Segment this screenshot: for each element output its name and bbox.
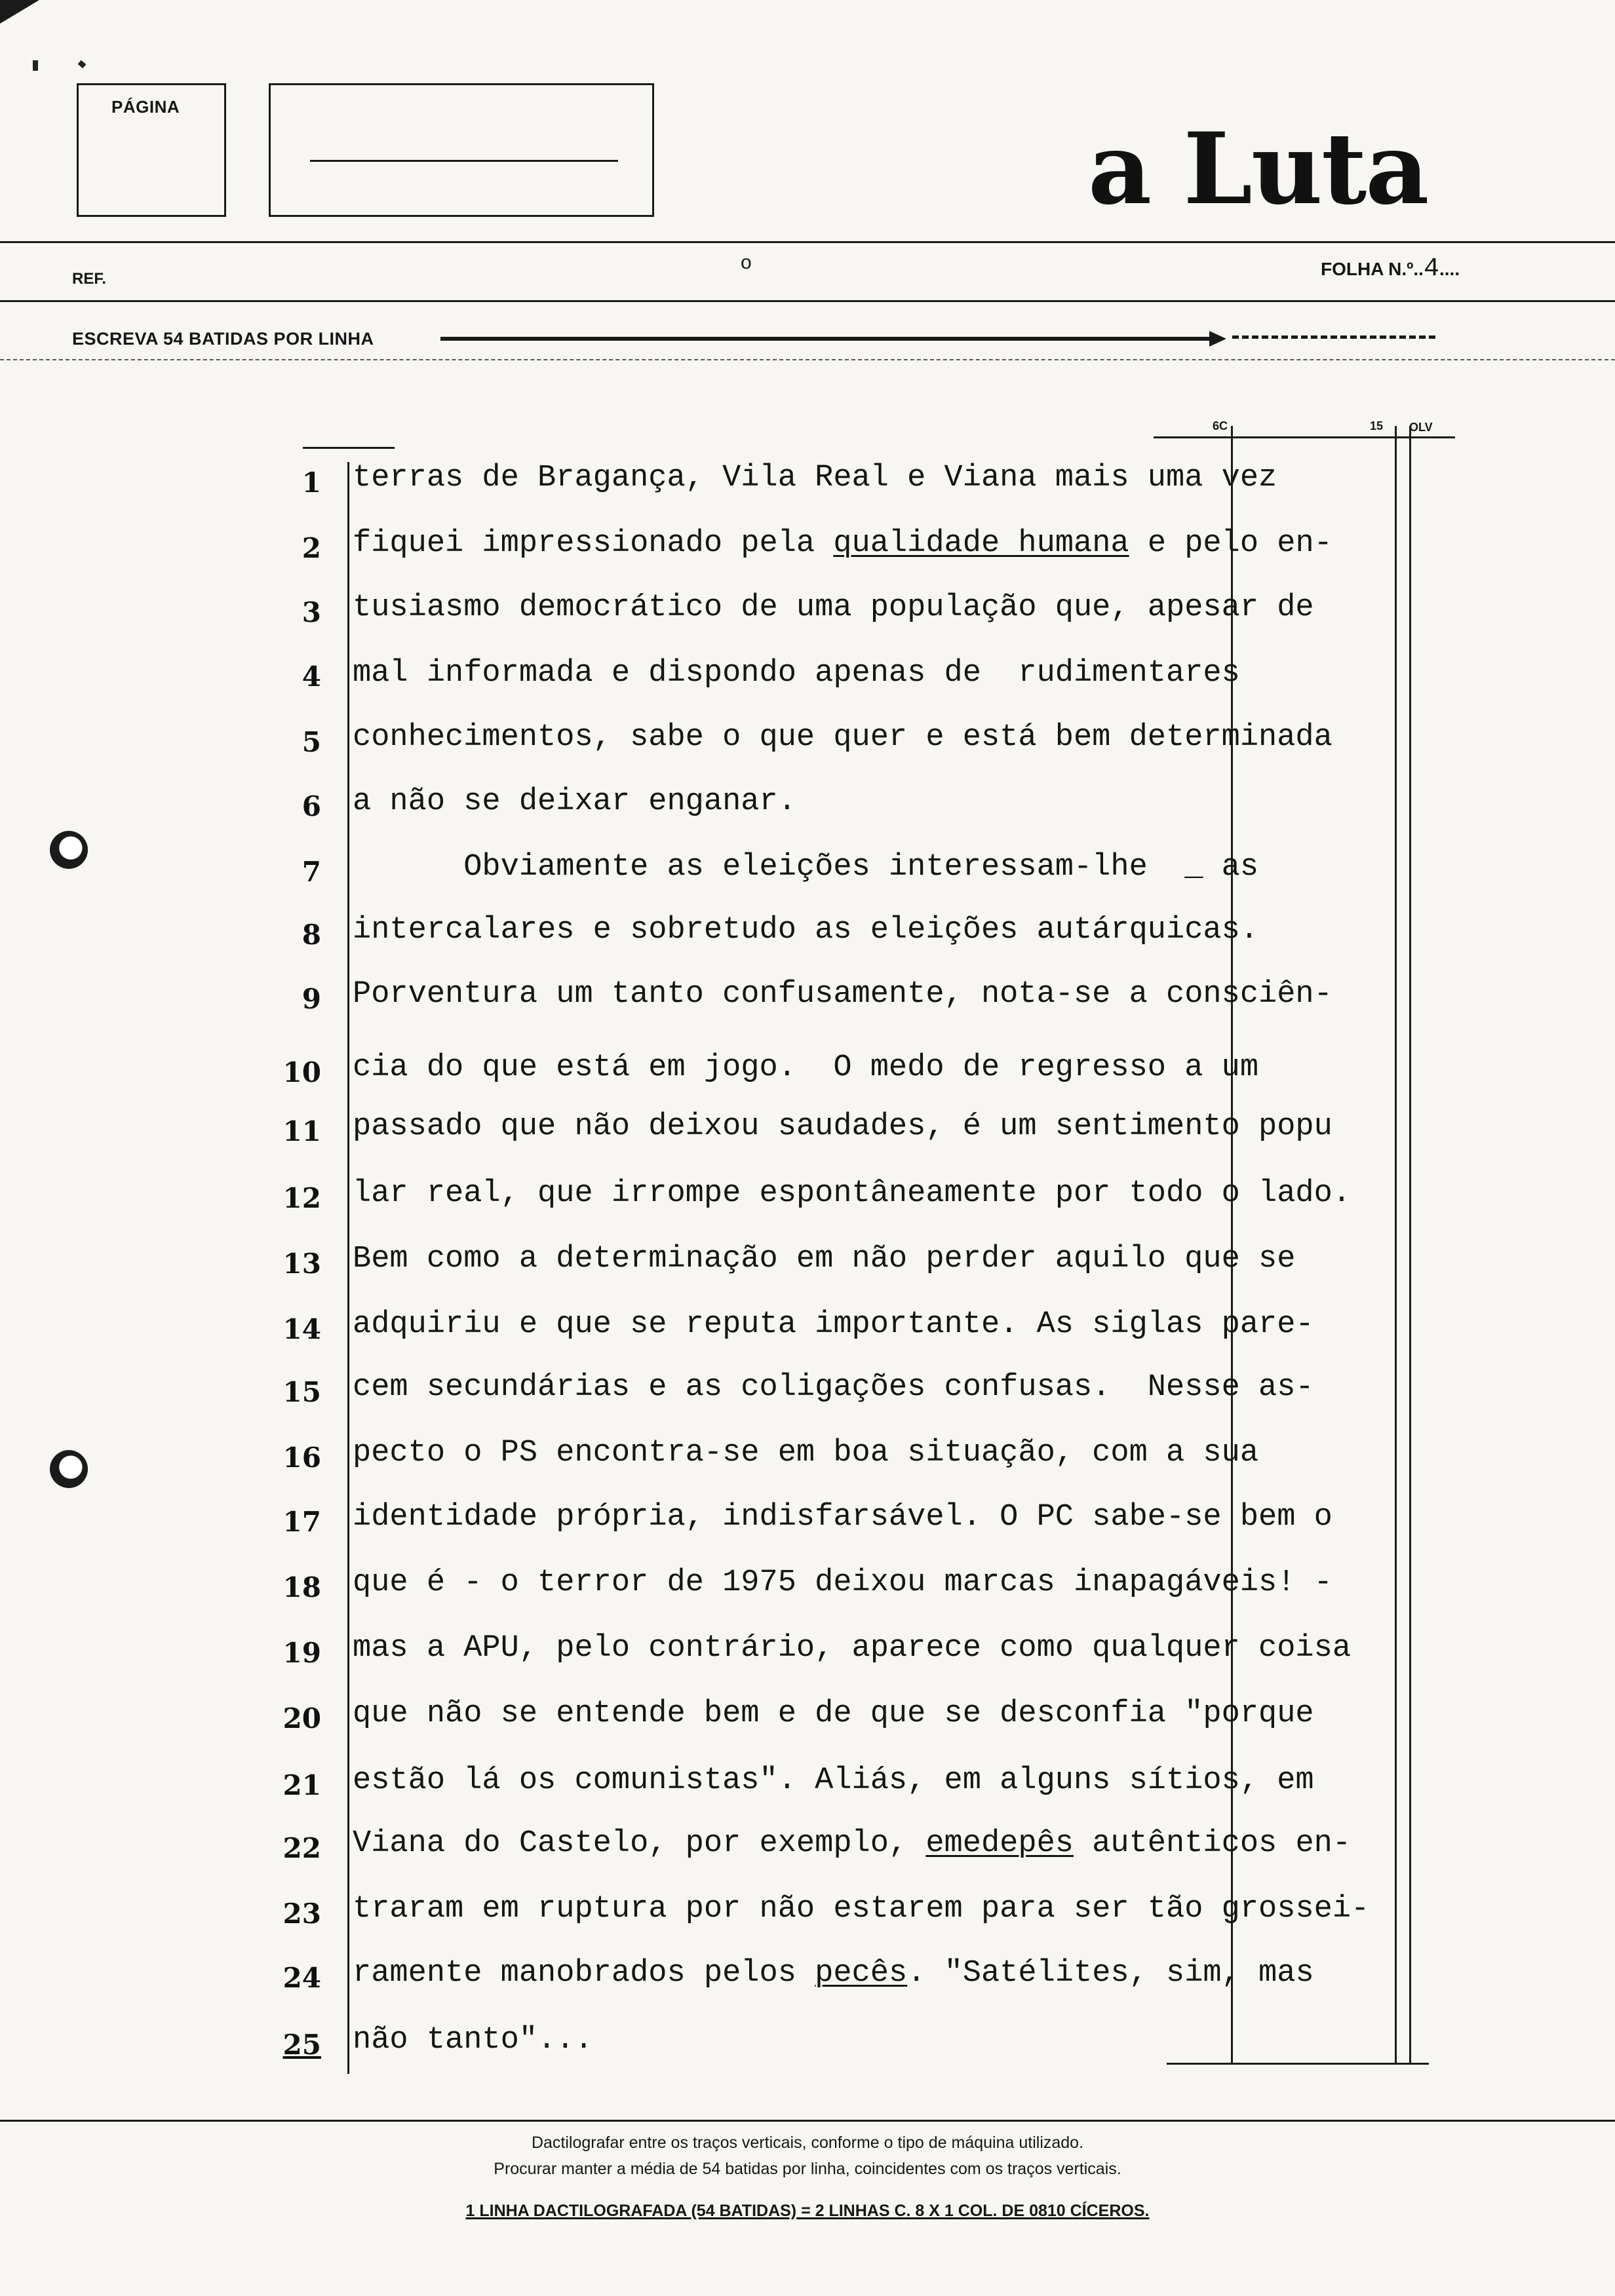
typed-line: que é - o terror de 1975 deixou marcas inapagáveis! - xyxy=(353,1565,1333,1600)
line-number: 10 xyxy=(282,1056,321,1088)
footer-conversion-note: 1 LINHA DACTILOGRAFADA (54 BATIDAS) = 2 LINHAS C. 8 X 1 COL. DE 0810 CÍCEROS. xyxy=(465,2202,1150,2220)
line-number: 3 xyxy=(302,596,321,628)
typed-line: Obviamente as eleições interessam-lhe _ as xyxy=(353,850,1259,885)
line-number: 7 xyxy=(302,856,321,888)
header-rule-top xyxy=(0,241,1615,243)
binder-hole-icon xyxy=(50,831,88,869)
typed-line: adquiriu e que se reputa importante. As siglas pare- xyxy=(353,1307,1314,1342)
instruction-arrow-head xyxy=(1209,331,1226,347)
column-mark-6c: 6C xyxy=(1213,419,1228,432)
line-number: 13 xyxy=(282,1248,321,1280)
line-number: 17 xyxy=(282,1506,321,1538)
typed-line: que não se entende bem e de que se desconfia "porque xyxy=(353,1696,1314,1731)
typed-line: identidade própria, indisfarsável. O PC sabe-se bem o xyxy=(353,1500,1333,1535)
typed-line: Porventura um tanto confusamente, nota-se a consciên- xyxy=(353,977,1333,1012)
line-number: 21 xyxy=(282,1769,321,1801)
typed-line: Viana do Castelo, por exemplo, emedepês autênticos en- xyxy=(353,1826,1352,1861)
typed-line: pecto o PS encontra-se em boa situação, com a sua xyxy=(353,1436,1259,1470)
typed-line: tusiasmo democrático de uma população que, apesar de xyxy=(353,590,1314,625)
line-number: 9 xyxy=(302,983,321,1015)
line-number: 23 xyxy=(282,1898,321,1930)
speck-mark xyxy=(78,60,87,69)
binder-hole-icon xyxy=(50,1450,88,1488)
typed-line: lar real, que irrompe espontâneamente por todo o lado. xyxy=(353,1176,1352,1211)
reference-box-rule xyxy=(310,160,618,162)
typed-line: intercalares e sobretudo as eleições autárquicas. xyxy=(353,913,1259,947)
typed-line: ramente manobrados pelos pecês. "Satélites, sim, mas xyxy=(353,1956,1314,1991)
typed-line: mal informada e dispondo apenas de rudimentares xyxy=(353,656,1240,691)
corner-fold xyxy=(0,0,39,24)
line-number: 12 xyxy=(282,1182,321,1214)
right-column-bottom-rule xyxy=(1167,2063,1429,2065)
typed-line: cia do que está em jogo. O medo de regresso a um xyxy=(353,1050,1259,1085)
typed-line: a não se deixar enganar. xyxy=(353,784,796,819)
line-number: 14 xyxy=(282,1313,321,1345)
typed-line: traram em ruptura por não estarem para ser tão grossei- xyxy=(353,1892,1370,1926)
column-mark-olv: OLV xyxy=(1409,421,1433,434)
column-mark-15: 15 xyxy=(1370,419,1384,432)
typed-line: Bem como a determinação em não perder aquilo que se xyxy=(353,1242,1296,1276)
line-number: 4 xyxy=(302,660,321,693)
ref-label: REF. xyxy=(72,270,107,288)
typed-line: terras de Bragança, Vila Real e Viana mais uma vez xyxy=(353,461,1277,495)
footer-rule xyxy=(0,2120,1615,2122)
typed-line: fiquei impressionado pela qualidade humana e pelo en- xyxy=(353,526,1333,561)
pagina-label: PÁGINA xyxy=(111,97,180,117)
footer-instruction-1: Dactilografar entre os traços verticais, conforme o tipo de máquina utilizado. xyxy=(531,2133,1084,2152)
folha-number: 4 xyxy=(1423,254,1439,284)
line-number: 19 xyxy=(282,1637,321,1669)
line-number: 16 xyxy=(282,1442,321,1474)
typed-line: cem secundárias e as coligações confusas. Nesse as- xyxy=(353,1370,1314,1405)
folha-label: FOLHA N.º xyxy=(1321,259,1414,279)
newspaper-logo: a Luta xyxy=(1088,111,1428,227)
line-number: 18 xyxy=(282,1571,321,1603)
typing-instruction: ESCREVA 54 BATIDAS POR LINHA xyxy=(72,329,374,349)
line-number: 25 xyxy=(282,2029,321,2061)
line-number: 24 xyxy=(282,1962,321,1994)
header-rule-middle xyxy=(0,300,1615,302)
folha-field: FOLHA N.º..4.... xyxy=(1321,254,1460,284)
instruction-dashed-line xyxy=(1232,335,1435,339)
typed-line: conhecimentos, sabe o que quer e está bem determinada xyxy=(353,720,1333,755)
line-number: 1 xyxy=(302,467,321,499)
line-number: 8 xyxy=(302,919,321,951)
speck-mark xyxy=(33,60,38,71)
column-rule-outer xyxy=(1409,426,1411,2064)
typed-line: mas a APU, pelo contrário, aparece como qualquer coisa xyxy=(353,1631,1352,1666)
line-number: 15 xyxy=(282,1376,321,1408)
column-rule-60 xyxy=(1395,426,1397,2064)
left-margin-top-rule xyxy=(303,447,395,449)
header-rule-bottom xyxy=(0,359,1615,360)
pagina-box xyxy=(77,83,226,217)
line-number: 11 xyxy=(282,1115,321,1147)
reference-box xyxy=(269,83,654,217)
line-number: 5 xyxy=(302,726,321,758)
line-number: 20 xyxy=(282,1702,321,1734)
typed-line: estão lá os comunistas". Aliás, em alguns sítios, em xyxy=(353,1763,1314,1798)
typed-line: não tanto"... xyxy=(353,2023,593,2057)
left-margin-rule xyxy=(347,462,349,2074)
footer-instruction-2: Procurar manter a média de 54 batidas por linha, coincidentes com os traços verticais. xyxy=(494,2160,1121,2178)
typed-line: passado que não deixou saudades, é um sentimento popu xyxy=(353,1109,1333,1144)
center-mark: o xyxy=(741,252,752,273)
instruction-arrow-line xyxy=(440,337,1214,341)
line-number: 6 xyxy=(302,790,321,822)
line-number: 22 xyxy=(282,1832,321,1864)
line-number: 2 xyxy=(302,532,321,564)
